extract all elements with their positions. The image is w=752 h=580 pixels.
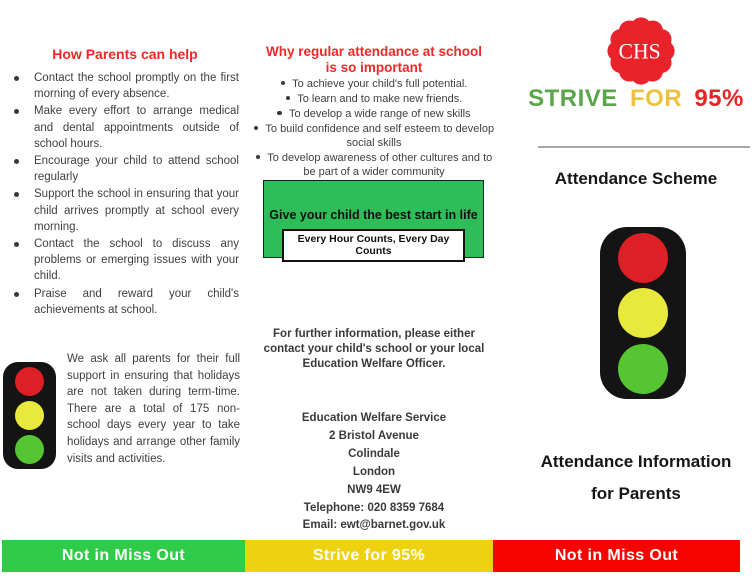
email-text: Email: ewt@barnet.gov.uk xyxy=(302,519,446,531)
footer-bars xyxy=(2,540,740,572)
every-hour-counts-banner: Every Hour Counts, Every Day Counts xyxy=(282,229,465,262)
contact-block xyxy=(250,500,498,534)
heading-line: is so important xyxy=(325,60,423,75)
address-line: 2 Bristol Avenue xyxy=(329,430,419,442)
logo-text: CHS xyxy=(618,39,661,64)
yellow-light-icon xyxy=(618,288,668,338)
list-item-text: To develop a wide range of new skills xyxy=(288,108,471,120)
bullet-icon xyxy=(286,96,291,101)
divider xyxy=(538,146,750,148)
footer-bar-yellow: Strive for 95% xyxy=(245,540,493,572)
traffic-light-icon xyxy=(3,362,56,469)
footer-bar-green: Not in Miss Out xyxy=(2,540,245,572)
bullet-icon xyxy=(254,126,259,131)
address-line: Colindale xyxy=(348,448,400,460)
list-item-text: To achieve your child's full potential. xyxy=(292,78,468,90)
list-item xyxy=(12,236,239,285)
list-item-text: Praise and reward your child's achievements at school. xyxy=(34,287,239,316)
bullet-icon xyxy=(14,159,19,164)
list-item xyxy=(250,151,498,179)
bullet-icon xyxy=(14,292,19,297)
further-info-line: Education Welfare Officer. xyxy=(302,357,446,370)
list-item-text: To learn and to make new friends. xyxy=(297,93,463,105)
strive-word: STRIVE xyxy=(528,85,618,112)
brochure-title-line: Attendance Information xyxy=(540,452,732,471)
red-light-icon xyxy=(15,367,44,396)
list-item xyxy=(250,122,498,150)
address-line: London xyxy=(352,466,396,478)
list-item xyxy=(12,70,239,102)
middle-panel-heading xyxy=(250,44,498,76)
further-info-line: contact your child's school or your local xyxy=(263,342,485,355)
yellow-light-icon xyxy=(15,401,44,430)
further-info-line: For further information, please either xyxy=(273,328,475,340)
list-item-text: Support the school in ensuring that your child arrives promptly at school every morning. xyxy=(34,188,239,233)
red-light-icon xyxy=(618,233,668,283)
chs-school-logo xyxy=(606,16,676,86)
heading-line: Why regular attendance at school xyxy=(265,44,483,59)
traffic-light-icon xyxy=(600,227,686,399)
further-info-text xyxy=(250,327,498,371)
brochure-title-line: for Parents xyxy=(591,484,681,503)
bullet-icon xyxy=(14,242,19,247)
bullet-icon xyxy=(14,109,19,114)
attendance-scheme-title: Attendance Scheme xyxy=(554,169,718,188)
list-item xyxy=(12,153,239,185)
telephone-text: Telephone: 020 8359 7684 xyxy=(303,502,445,514)
bullet-icon xyxy=(281,81,286,86)
strive-tagline xyxy=(520,85,752,113)
green-light-icon xyxy=(618,344,668,394)
list-item xyxy=(250,77,498,91)
list-item-text: Contact the school to discuss any problems or emerging issues with your child. xyxy=(34,238,239,283)
for-word: FOR xyxy=(629,85,683,112)
parents-help-list xyxy=(12,70,239,319)
bullet-icon xyxy=(14,192,19,197)
list-item-text: Contact the school promptly on the first morning of every absence. xyxy=(34,72,239,101)
attendance-importance-list xyxy=(250,77,498,180)
bullet-icon xyxy=(14,76,19,81)
list-item xyxy=(250,92,498,106)
address-block xyxy=(250,409,498,499)
list-item-text: To develop awareness of other cultures and to be part of a wider community xyxy=(267,152,493,178)
list-item xyxy=(12,286,239,318)
green-light-icon xyxy=(15,435,44,464)
footer-bar-red: Not in Miss Out xyxy=(493,540,740,572)
list-item xyxy=(250,107,498,121)
left-panel-heading: How Parents can help xyxy=(52,46,198,62)
list-item xyxy=(12,103,239,152)
holiday-note: We ask all parents for their full support in ensuring that holidays are not taken during term-time. There are a total of 175 non-school days every year to take holidays and arrange other family visits and activities. xyxy=(67,353,240,465)
pct-word: 95% xyxy=(694,85,744,112)
address-line: NW9 4EW xyxy=(347,484,401,496)
bullet-icon xyxy=(277,111,282,116)
best-start-title: Give your child the best start in life xyxy=(269,208,478,222)
address-line: Education Welfare Service xyxy=(301,412,447,424)
best-start-box xyxy=(263,180,484,258)
list-item-text: To build confidence and self esteem to develop social skills xyxy=(265,123,495,149)
list-item xyxy=(12,186,239,235)
list-item-text: Encourage your child to attend school regularly xyxy=(34,155,239,184)
bullet-icon xyxy=(256,155,261,160)
list-item-text: Make every effort to arrange medical and dental appointments outside of school hours. xyxy=(34,105,239,150)
